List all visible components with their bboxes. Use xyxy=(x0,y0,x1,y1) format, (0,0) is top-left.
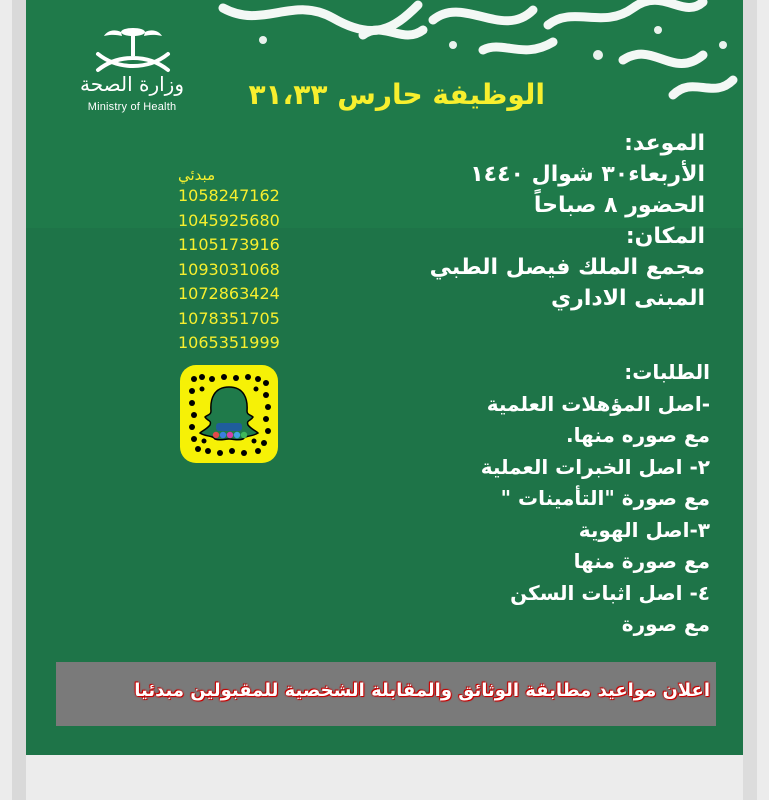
details-line: المكان: xyxy=(625,224,705,249)
number-item: 1058247162 xyxy=(178,186,280,205)
requirements-line: مع صورة "التأمينات " xyxy=(500,486,710,510)
requirements-line: الطلبات: xyxy=(624,360,710,384)
number-item: 1105173916 xyxy=(178,235,280,254)
requirements-list xyxy=(380,357,710,641)
snapchat-ghost-icon xyxy=(180,365,278,463)
number-item: 1072863424 xyxy=(178,284,280,303)
details-line: المبنى الاداري xyxy=(550,286,705,311)
number-item: 1065351999 xyxy=(178,333,280,352)
ministry-name-arabic: وزارة الصحة xyxy=(80,72,184,96)
requirements-line: مع صورة منها xyxy=(573,549,710,573)
details-line: مجمع الملك فيصل الطبي xyxy=(429,255,705,280)
requirements-line: ٢- اصل الخبرات العملية xyxy=(480,454,710,479)
requirements-line: مع صورة xyxy=(621,612,710,636)
requirements-line: -اصل المؤهلات العلمية xyxy=(486,391,710,416)
details-line: الموعد: xyxy=(624,131,705,156)
details-line: الأربعاء٣٠ شوال ١٤٤٠ xyxy=(470,162,705,187)
announcement-banner xyxy=(56,662,716,726)
appointment-details xyxy=(330,128,705,314)
job-title: الوظيفة حارس ٣١،٣٣ xyxy=(248,78,545,111)
number-item: 1078351705 xyxy=(178,308,280,328)
number-item: 1093031068 xyxy=(178,259,280,279)
candidate-number-list xyxy=(178,166,298,356)
details-line: الحضور ٨ صباحاً xyxy=(533,193,705,218)
left-margin xyxy=(12,0,26,800)
banner-text: اعلان مواعيد مطابقة الوثائق والمقابلة الشخصية للمقبولين مبدئيا xyxy=(134,680,710,701)
number-item: 1045925680 xyxy=(178,210,280,230)
right-margin xyxy=(743,0,757,800)
snapcode[interactable] xyxy=(180,365,278,463)
requirements-line: ٤- اصل اثبات السكن xyxy=(510,580,710,605)
phones-label: مبدئي xyxy=(178,166,216,184)
requirements-line: مع صوره منها. xyxy=(565,423,710,447)
requirements-line: ٣-اصل الهوية xyxy=(578,517,710,542)
ministry-name-english: Ministry of Health xyxy=(87,101,177,113)
